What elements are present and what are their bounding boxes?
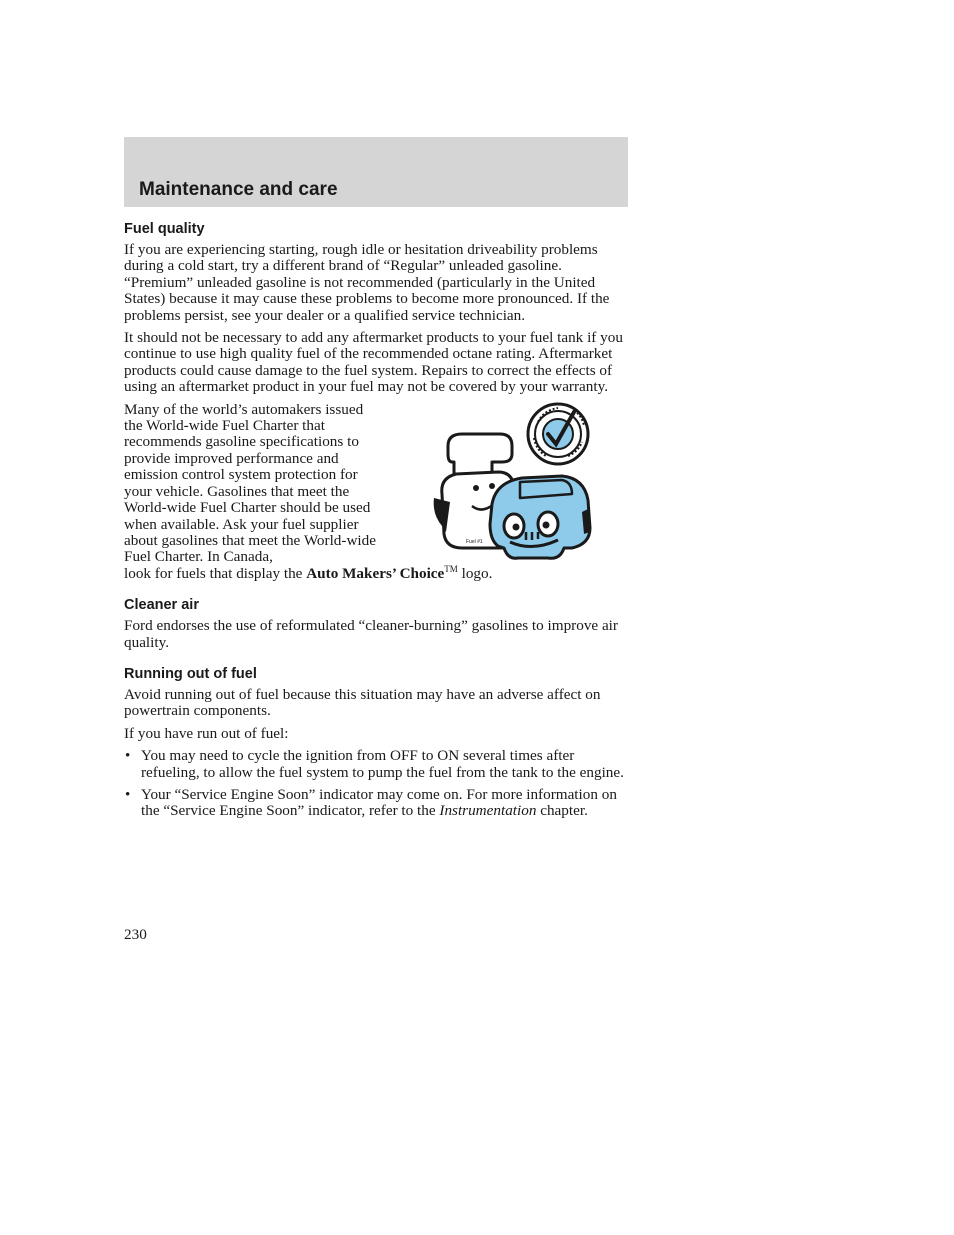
page-number: 230 [124,926,147,943]
list-item [124,787,630,820]
cleaner-air-paragraph: Ford endorses the use of reformulated “cleaner-burning” gasolines to improve air quality. [124,617,618,651]
bullet-2-text-end: chapter. [540,802,588,820]
running-out-paragraph-1: Avoid running out of fuel because this situation may have an adverse affect on powertrain components. [124,685,601,720]
running-out-bullet-list [124,748,630,820]
list-item [124,748,630,781]
fuel-quality-paragraph-2: It should not be necessary to add any aftermarket products to your fuel tank if you continue to use high quality fuel of the recommended octane rating. Aftermarket products could cause damage to the fuel system. Repairs to correct the effects of using an aftermarket product in your fuel may not be covered by your warranty. [124,329,623,396]
bullet-mark: • [125,785,131,803]
heading-running-out-of-fuel: Running out of fuel [124,665,257,682]
page-content [124,220,630,826]
running-out-paragraph-2: If you have run out of fuel: [124,724,289,742]
auto-makers-choice-logo-icon [432,402,592,564]
cleaner-air-section [124,596,630,651]
bullet-2-text: Your “Service Engine Soon” indicator may come on. For more information on the “Service Engine Soon” indicator, refer to the [141,785,617,820]
section-header-band [124,137,628,207]
fuel-mark-label: Fuel #1 [466,538,483,545]
fuel-charter-text-end: logo. [461,564,493,582]
auto-makers-choice-name: Auto Makers’ Choice [306,564,445,582]
instrumentation-chapter-ref: Instrumentation [439,802,537,820]
section-title: Maintenance and care [139,179,338,200]
running-out-section [124,665,630,820]
trademark-mark: TM [444,563,458,574]
fuel-charter-block [124,402,630,582]
heading-fuel-quality: Fuel quality [124,221,205,237]
bullet-mark: • [125,747,131,765]
heading-cleaner-air: Cleaner air [124,597,199,614]
bullet-1-text: You may need to cycle the ignition from OFF to ON several times after refueling, to allow the fuel system to pump the fuel from the tank to the engine. [141,747,624,781]
fuel-charter-text-wide: look for fuels that display the [124,564,307,582]
fuel-charter-text-narrow: Many of the world’s automakers issued the World-wide Fuel Charter that recommends gasoline specifications to provide improved performance and emission control system protection for your vehicle. Gasolines that meet the World-wide Fuel Charter should be used when available. Ask your fuel supplier about gasolines that meet the World-wide Fuel Charter. In Canada, [124,400,376,566]
fuel-quality-paragraph-1: If you are experiencing starting, rough idle or hesitation driveability problems during a cold start, try a different brand of “Regular” unleaded gasoline. “Premium” unleaded gasoline is not recommended (particularly in the United States) because it may cause these problems to become more pronounced. If the problems persist, see your dealer or a qualified service technician. [124,241,610,324]
